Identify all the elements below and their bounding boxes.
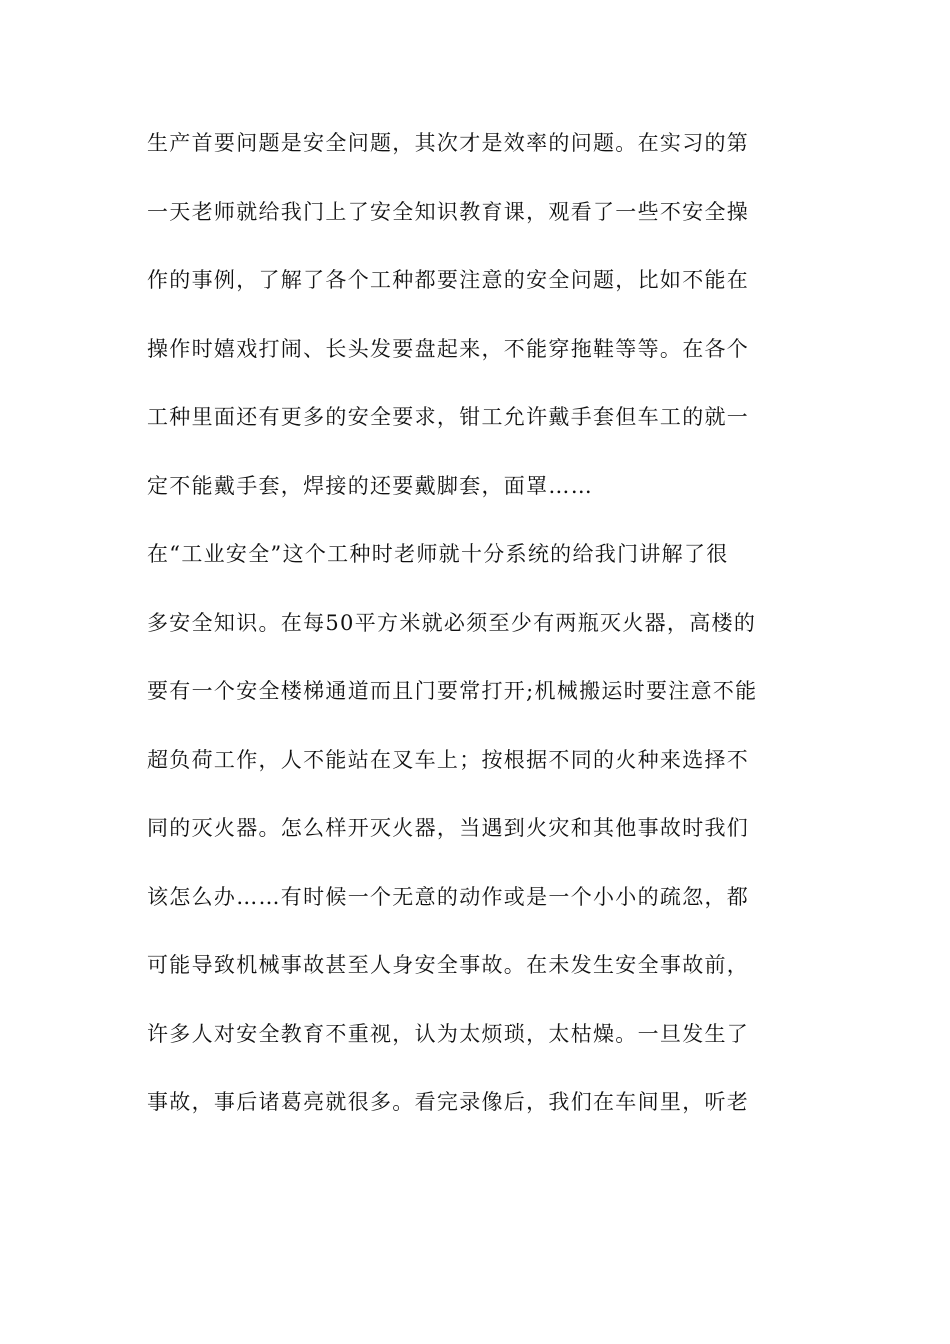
text-line: 超负荷工作，人不能站在叉车上；按根据不同的火种来选择不 [147,747,750,772]
text-line: 一天老师就给我门上了安全知识教育课，观看了一些不安全操 [147,199,750,224]
text-line: 定不能戴手套，焊接的还要戴脚套，面罩…… [147,473,593,498]
text-line: 多安全知识。在每50平方米就必须至少有两瓶灭火器，高楼的 [147,610,757,635]
text-line: 事故，事后诸葛亮就很多。看完录像后，我们在车间里，听老 [147,1090,750,1114]
text-line: 许多人对安全教育不重视，认为太烦琐，太枯燥。一旦发生了 [147,1021,750,1046]
text-line: 操作时嬉戏打闹、长头发要盘起来，不能穿拖鞋等等。在各个 [147,336,750,361]
text-line: 作的事例，了解了各个工种都要注意的安全问题，比如不能在 [147,268,750,292]
text-line: 同的灭火器。怎么样开灭火器，当遇到火灾和其他事故时我们 [147,816,750,840]
text-line: 生产首要问题是安全问题，其次才是效率的问题。在实习的第 [147,131,750,155]
body-text [147,131,807,1159]
text-line: 该怎么办……有时候一个无意的动作或是一个小小的疏忽，都 [147,884,750,909]
text-line: 可能导致机械事故甚至人身安全事故。在未发生安全事故前， [147,953,750,977]
text-line: 工种里面还有更多的安全要求，钳工允许戴手套但车工的就一 [147,405,750,429]
text-line: 要有一个安全楼梯通道而且门要常打开;机械搬运时要注意不能 [147,679,758,703]
text-line: 在“工业安全”这个工种时老师就十分系统的给我门讲解了很 [147,542,729,566]
